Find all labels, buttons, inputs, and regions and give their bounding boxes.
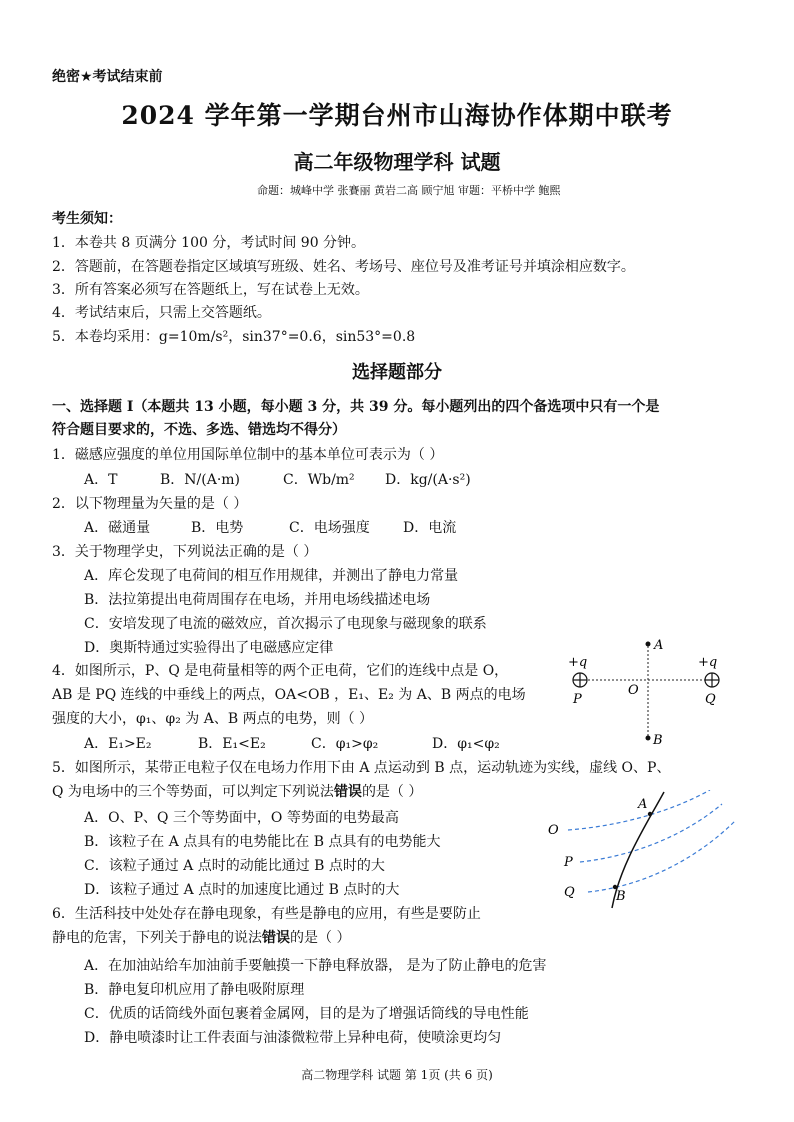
- question-2-option-b: B．电势: [191, 520, 244, 536]
- notice-item: 4．考试结束后，只需上交答题纸。: [52, 305, 271, 321]
- label-p: P: [564, 855, 573, 870]
- authors-line: 命题：城峰中学 张賽丽 黄岩二高 顾宁旭 审题：平桥中学 鲍熙: [257, 184, 561, 197]
- question-2-option-d: D．电流: [403, 520, 457, 536]
- question-1-option-a: A．T: [84, 472, 118, 488]
- question-5-option-b: B．该粒子在 A 点具有的电势能比在 B 点具有的电势能大: [84, 834, 441, 850]
- question-3-option-c: C．安培发现了电流的磁效应，首次揭示了电现象与磁现象的联系: [84, 616, 487, 632]
- question-4-line2: AB 是 PQ 连线的中垂线上的两点，OA<OB ，E₁、E₂ 为 A、B 两点的电场: [52, 687, 526, 703]
- label-b: B: [616, 889, 626, 904]
- notice-item: 5．本卷均采用：g=10m/s²，sin37°=0.6，sin53°=0.8: [52, 329, 416, 345]
- question-5-option-d: D．该粒子通过 A 点时的加速度比通过 B 点时的大: [84, 882, 400, 898]
- question-3-option-a: A．库仑发现了电荷间的相互作用规律，并测出了静电力常量: [84, 568, 459, 584]
- label-p: P: [573, 692, 582, 707]
- notice-item: 1．本卷共 8 页满分 100 分，考试时间 90 分钟。: [52, 235, 366, 251]
- question-6-option-d: D．静电喷漆时让工件表面与油漆微粒带上异种电荷，使喷涂更均匀: [84, 1030, 502, 1046]
- label-q: Q: [564, 885, 575, 900]
- question-5-line2-pre: Q 为电场中的三个等势面，可以判定下列说法: [52, 784, 334, 800]
- question-5-line2: [52, 781, 422, 801]
- label-plus-q-right: +q: [698, 655, 718, 670]
- question-6-option-c: C．优质的话筒线外面包裹着金属网，目的是为了增强话筒线的导电性能: [84, 1006, 529, 1022]
- part-instruction-line1: 一、选择题 Ⅰ（本题共 13 小题，每小题 3 分，共 39 分。每小题列出的四个备选项中只有一个是: [52, 399, 660, 415]
- question-4-option-c: C．φ₁>φ₂: [311, 736, 379, 752]
- equipotential-q: [588, 820, 736, 892]
- question-4-figure: [560, 630, 740, 750]
- question-5-line1: 5．如图所示，某带正电粒子仅在电场力作用下由 A 点运动到 B 点，运动轨迹为实线，虚线 O、P、: [52, 760, 671, 776]
- point-a: [648, 812, 652, 816]
- question-2-stem: 2．以下物理量为矢量的是（ ）: [52, 496, 248, 512]
- notice-heading: 考生须知：: [52, 211, 122, 227]
- confidential-label: 绝密★考试结束前: [52, 69, 163, 85]
- question-4-option-d: D．φ₁<φ₂: [432, 736, 500, 752]
- notice-item: 2．答题前，在答题卷指定区域填写班级、姓名、考场号、座位号及准考证号并填涂相应数字。: [52, 259, 635, 275]
- question-1-option-d: D．kg/(A·s²): [385, 472, 471, 488]
- page-footer: 高二物理学科 试题 第 1页 (共 6 页): [301, 1068, 493, 1082]
- question-6-option-b: B．静电复印机应用了静电吸附原理: [84, 982, 305, 998]
- label-o: O: [628, 683, 639, 698]
- question-5-figure: [540, 790, 750, 915]
- page-title: 2024 学年第一学期台州市山海协作体期中联考: [121, 101, 673, 130]
- notice-item: 3．所有答案必须写在答题纸上，写在试卷上无效。: [52, 282, 369, 298]
- label-a: A: [654, 638, 664, 653]
- question-6-line2-post: 的是（ ）: [290, 930, 351, 946]
- section-title: 选择题部分: [352, 362, 442, 383]
- question-5-option-a: A．O、P、Q 三个等势面中，O 等势面的电势最高: [84, 810, 399, 826]
- question-6-line2-pre: 静电的危害，下列关于静电的说法: [52, 930, 262, 946]
- question-1-stem: 1．磁感应强度的单位用国际单位制中的基本单位可表示为（ ）: [52, 447, 444, 463]
- label-plus-q-left: +q: [568, 655, 588, 670]
- charge-p-icon: [573, 673, 587, 687]
- page-subtitle: 高二年级物理学科 试题: [293, 150, 501, 174]
- question-5-option-c: C．该粒子通过 A 点时的动能比通过 B 点时的大: [84, 858, 385, 874]
- question-6-line1: 6．生活科技中处处存在静电现象，有些是静电的应用，有些是要防止: [52, 906, 481, 922]
- question-4-line1: 4．如图所示，P、Q 是电荷量相等的两个正电荷，它们的连线中点是 O，: [52, 663, 509, 679]
- question-5-emphasis: 错误: [333, 784, 362, 800]
- label-o: O: [548, 823, 559, 838]
- question-2-option-a: A．磁通量: [84, 520, 151, 536]
- question-4-option-b: B．E₁<E₂: [198, 736, 266, 752]
- question-6-emphasis: 错误: [262, 930, 290, 946]
- question-3-stem: 3．关于物理学史，下列说法正确的是（ ）: [52, 544, 318, 560]
- question-5-line2-post: 的是（ ）: [361, 784, 423, 800]
- charge-q-icon: [705, 673, 719, 687]
- question-3-option-d: D．奥斯特通过实验得出了电磁感应定律: [84, 640, 334, 656]
- question-6-option-a: A．在加油站给车加油前手要触摸一下静电释放器， 是为了防止静电的危害: [84, 958, 547, 974]
- question-6-line2: [52, 927, 350, 947]
- label-b: B: [653, 733, 663, 748]
- question-2-option-c: C．电场强度: [289, 520, 370, 536]
- question-1-option-c: C．Wb/m²: [283, 472, 355, 488]
- part-instruction-line2: 符合题目要求的，不选、多选、错选均不得分）: [52, 422, 346, 438]
- label-q: Q: [705, 692, 716, 707]
- question-3-option-b: B．法拉第提出电荷周围存在电场，并用电场线描述电场: [84, 592, 431, 608]
- point-b: [646, 736, 651, 741]
- question-1-option-b: B．N/(A·m): [160, 472, 241, 488]
- question-4-line3: 强度的大小，φ₁、φ₂ 为 A、B 两点的电势，则（ ）: [52, 711, 374, 727]
- label-a: A: [638, 797, 648, 812]
- point-a: [646, 642, 651, 647]
- question-4-option-a: A．E₁>E₂: [84, 736, 152, 752]
